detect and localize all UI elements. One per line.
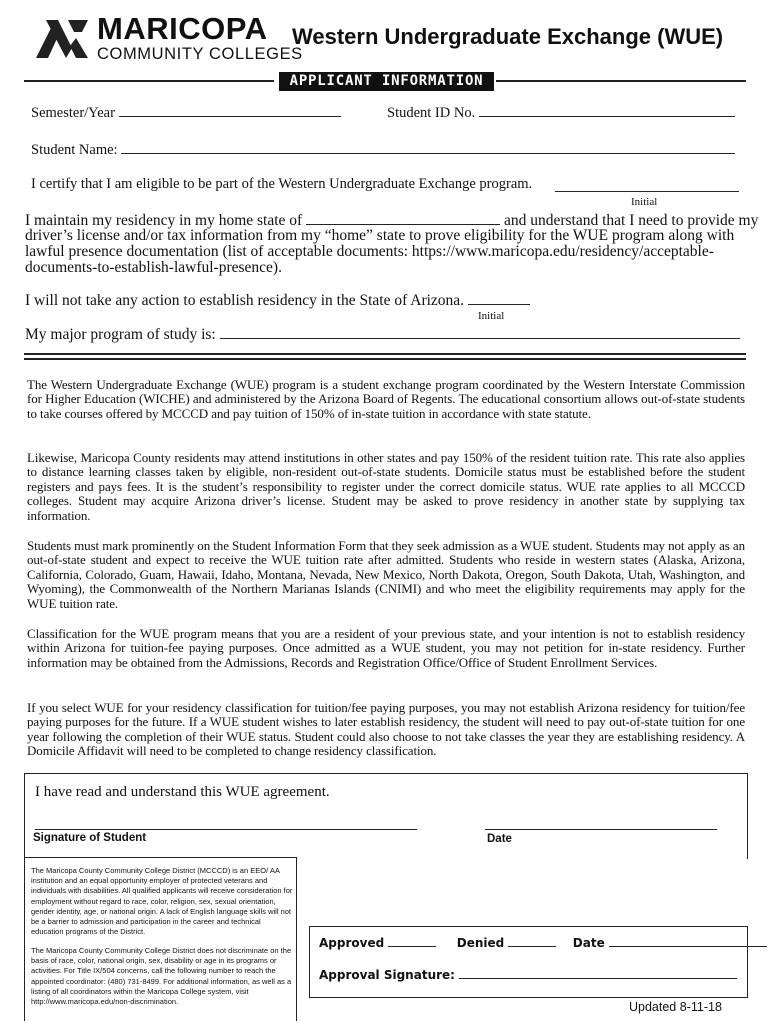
- signature-date-field[interactable]: [485, 829, 717, 830]
- divider-bottom: [24, 358, 746, 360]
- logo-subtitle: COMMUNITY COLLEGES: [97, 45, 303, 63]
- county-residents-paragraph: Likewise, Maricopa County residents may attend institutions in other states and pay 150% of the resident tuition rate. This rate also applies to distance learning classes taken by eligible, non-resident out-of-state students. Domicile status must be established before the student registers and pays fees. It is the student’s responsibility to register under the correct domicile status. WUE rate applies to all MCCCD colleges. Student may acquire Arizona driver’s license. Student may be asked to prove residency in another state by supplying tax information.: [27, 450, 745, 523]
- no-action-initial-field[interactable]: [468, 292, 530, 305]
- student-id-row: [387, 104, 735, 121]
- certify-row: [31, 177, 532, 192]
- residency-line-3: lawful presence documentation (list of acceptable documents: https://www.maricopa.edu/residency/acceptable-: [25, 243, 714, 260]
- date-label: Date: [487, 833, 512, 845]
- home-state-field[interactable]: [306, 212, 500, 225]
- residency-warning-paragraph: If you select WUE for your residency classification for tuition/fee paying purposes, you may not establish Arizona residency for tuition/fee paying purposes for the future. If a WUE student wishes to later establish residency, the student will need to pay out-of-state tuition for one year following the completion of their WUE status. Student could also choose to not take classes the year they are establishing residency. A Domicile Affidavit will need to be completed to change residency classification.: [27, 700, 745, 759]
- student-name-label: Student Name:: [31, 142, 118, 158]
- initial-caption-2: Initial: [478, 310, 505, 322]
- student-id-label: Student ID No.: [387, 105, 476, 121]
- student-name-field[interactable]: [121, 141, 735, 154]
- nondiscrimination-notice: The Maricopa County Community College District does not discriminate on the basis of race, color, national origin, sex, disability or age in its programs or activities. For Title IX/504 concerns, call the following number to reach the appointed coordinator: (480) 731-8499. For additional information, as well as a listing of all coordinators within the Maricopa College system, visit http://www.maricopa.edu/non-discrimination.: [31, 946, 292, 1007]
- no-action-text: I will not take any action to establish residency in the State of Arizona.: [25, 292, 465, 309]
- approval-signature-label: Approval Signature:: [319, 968, 455, 982]
- eeo-notice: The Maricopa County Community College District (MCCCD) is an EEO/ AA institution and an equal opportunity employer of protected veterans and individuals with disabilities. All qualified applicants will receive consideration for employment without regard to race, color, religion, sex, sexual orientation, gender identity, age, or national origin. A lack of English language skills will not be a barrier to admission and participation in the career and technical education programs of the District.: [31, 866, 293, 937]
- denied-label: Denied: [456, 936, 505, 950]
- semester-year-field[interactable]: [119, 104, 341, 117]
- approval-status-row: [319, 936, 767, 949]
- header-rule-right: [496, 80, 746, 82]
- updated-date: Updated 8-11-18: [629, 1000, 722, 1014]
- approval-date-label: Date: [572, 936, 605, 950]
- approved-label: Approved: [319, 936, 385, 950]
- agreement-statement: I have read and understand this WUE agreement.: [35, 784, 330, 800]
- classification-paragraph: Classification for the WUE program means that you are a resident of your previous state, and your intention is not to establish residency within Arizona for tuition-fee paying purposes. Once admitted as a WUE student, you may not petition for in-state residency. Further information may be obtained from the Admissions, Records and Registration Office/Office of Student Enrollment Services.: [27, 626, 745, 670]
- initial-caption: Initial: [631, 196, 658, 208]
- section-heading-applicant-information: APPLICANT INFORMATION: [279, 72, 494, 91]
- document-title: Western Undergraduate Exchange (WUE): [292, 24, 724, 49]
- admission-paragraph: Students must mark prominently on the Student Information Form that they seek admission as a WUE student. Students may not apply as an out-of-state student and expect to receive the WUE tuition rate after admitted. Students who reside in western states (Alaska, Arizona, California, Colorado, Guam, Hawaii, Idaho, Montana, Nevada, New Mexico, North Dakota, Oregon, South Dakota, Utah, Washington, and Wyoming), the Commonwealth of the Northern Marianas Islands (CNIMI) and who meet the eligibility requirements may apply for the WUE tuition rate.: [27, 538, 745, 611]
- denied-field[interactable]: [508, 936, 556, 947]
- logo-name: MARICOPA: [97, 11, 268, 46]
- residency-line-4: documents-to-establish-lawful-presence).: [25, 259, 282, 276]
- header-rule-left: [24, 80, 274, 82]
- certify-initial-field[interactable]: [555, 179, 739, 192]
- residency-text-pre: I maintain my residency in my home state of: [25, 212, 303, 229]
- student-signature-field[interactable]: [35, 829, 417, 830]
- approval-signature-row: [319, 968, 737, 981]
- semester-year-label: Semester/Year: [31, 105, 115, 121]
- major-field[interactable]: [220, 326, 740, 339]
- semester-year-row: [31, 104, 341, 121]
- student-name-row: [31, 141, 735, 158]
- divider-top: [24, 353, 746, 355]
- certify-text: I certify that I am eligible to be part of the Western Undergraduate Exchange program.: [31, 176, 533, 192]
- residency-text-post: and understand that I need to provide my: [503, 212, 759, 229]
- major-label: My major program of study is:: [25, 326, 216, 343]
- student-id-field[interactable]: [479, 104, 735, 117]
- approval-signature-field[interactable]: [459, 968, 737, 979]
- residency-line-2: driver’s license and/or tax information from my “home” state to prove eligibility for the WUE program along with: [25, 227, 735, 244]
- signature-label: Signature of Student: [33, 832, 147, 844]
- approved-field[interactable]: [388, 936, 436, 947]
- major-row: [25, 326, 740, 343]
- approval-date-field[interactable]: [609, 936, 767, 947]
- maricopa-logo-icon: [32, 14, 92, 64]
- wue-description-paragraph: The Western Undergraduate Exchange (WUE) program is a student exchange program coordinated by the Western Interstate Commission for Higher Education (WICHE) and administered by the Arizona Board of Regents. The educational consortium allows out-of-state students to take courses offered by MCCCD and pay tuition of 150% of in-state tuition in accordance with state statute.: [27, 377, 745, 421]
- no-action-row: [25, 292, 530, 309]
